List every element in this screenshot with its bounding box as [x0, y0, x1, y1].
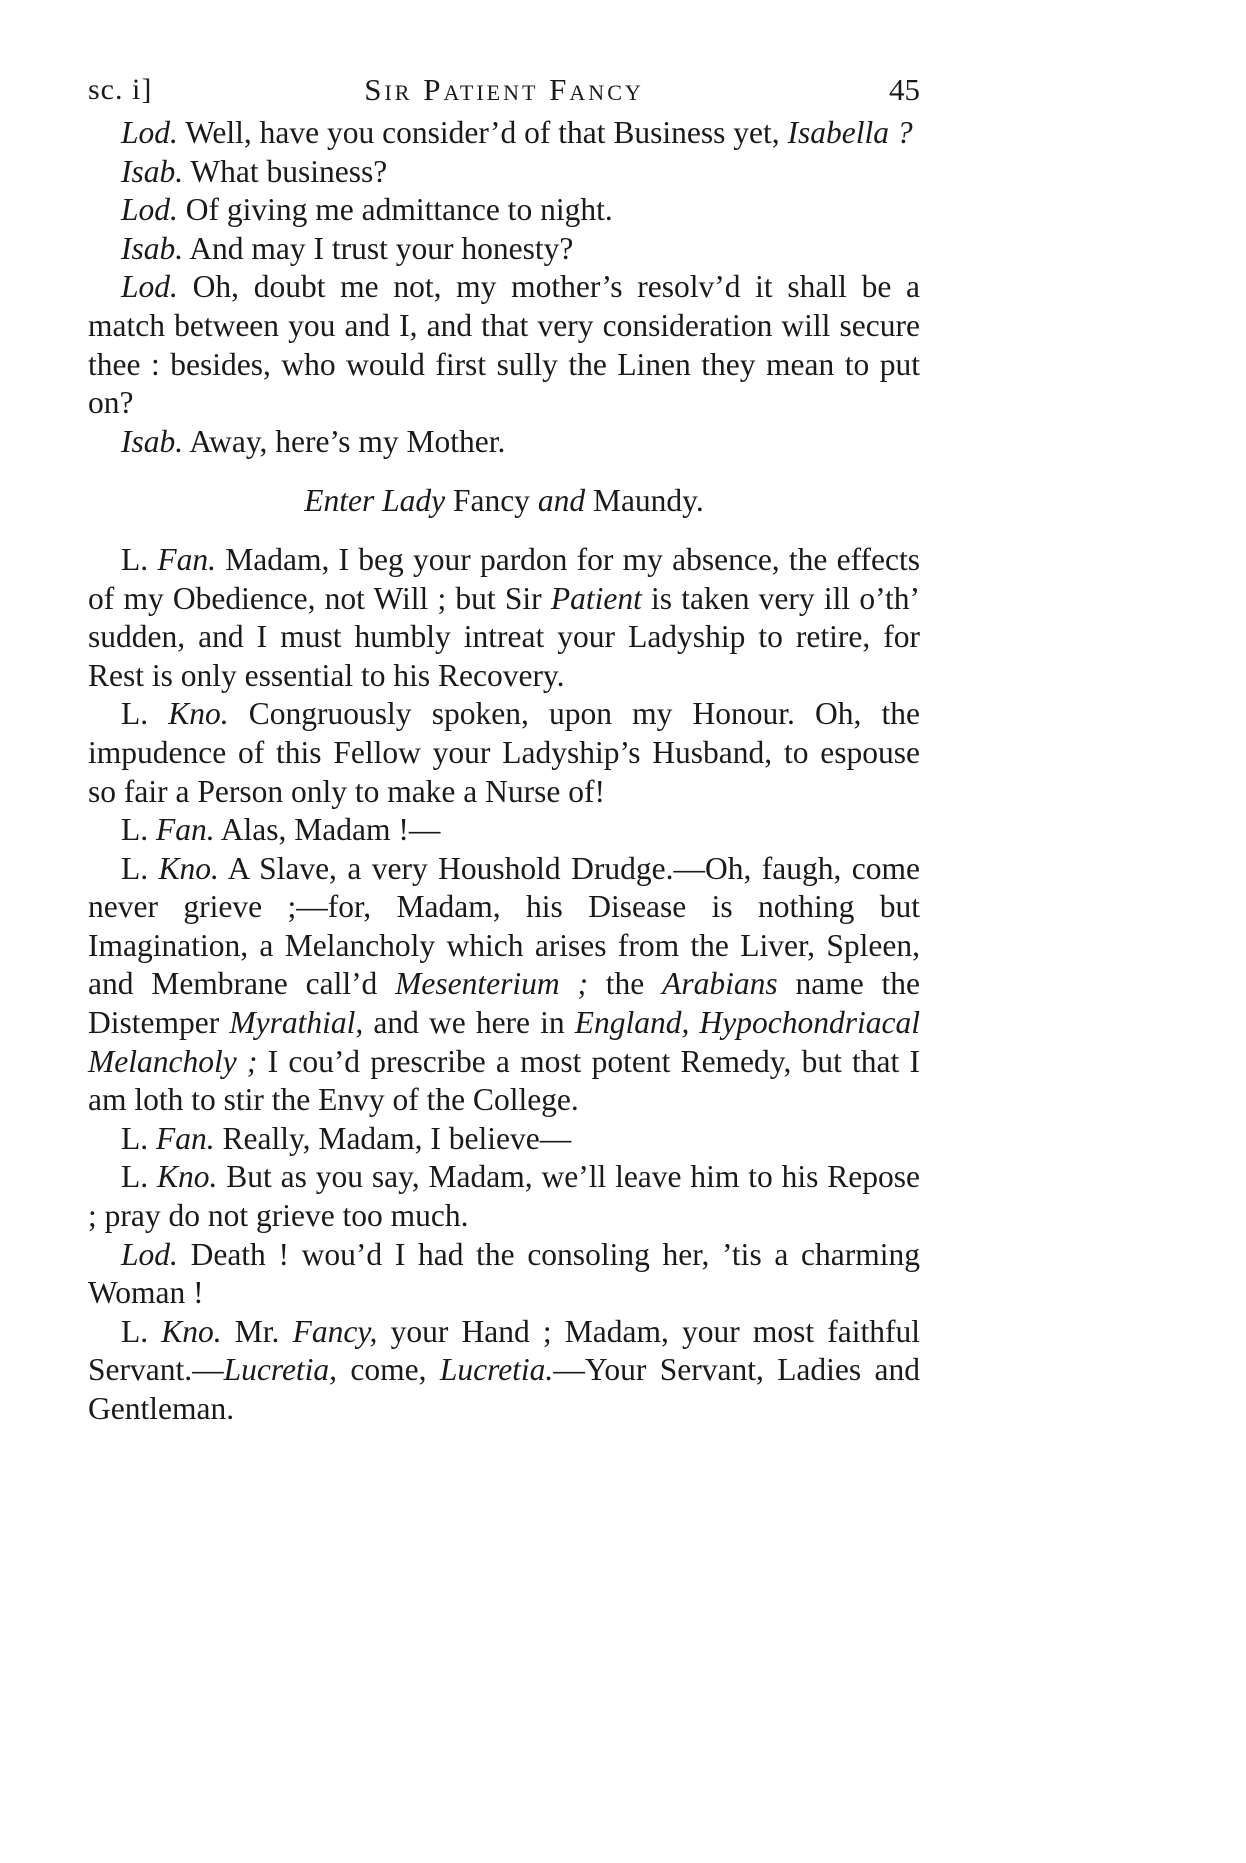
- speaker: Kno.: [168, 696, 229, 732]
- speech-text: And may I trust your honesty?: [183, 230, 574, 266]
- speech-text: Of giving me admittance to night.: [177, 192, 613, 228]
- speech-lodwick-4: [88, 1236, 920, 1313]
- speech-text: Madam, I beg your pardon for my absence, the effects of my Obedience, not Will ; but Sir: [88, 541, 920, 616]
- speech-isabella-2: [88, 230, 920, 269]
- speech-text: Oh, doubt me not, my mother’s resolv’d it shall be a match between you and I, and that very consideration will secure thee : besides, who would first sully the Linen they mean to put on?: [88, 269, 920, 421]
- speaker: Kno.: [161, 1313, 222, 1349]
- speaker-prefix: L.: [121, 850, 159, 886]
- stage-italic: and: [537, 483, 586, 519]
- speaker-prefix: L.: [121, 1120, 156, 1156]
- speaker-prefix: L.: [121, 1159, 157, 1195]
- speech-text: Mr.: [221, 1313, 293, 1349]
- speech-lady-fancy-3: [88, 1120, 920, 1159]
- italic-name: Isabella ?: [787, 115, 913, 150]
- speech-lady-fancy-2: [88, 811, 920, 850]
- stage-italic: Enter Lady: [304, 483, 446, 519]
- speech-text: Death ! wou’d I had the consoling her, ’tis a charming Woman !: [88, 1236, 920, 1311]
- italic-name: Lucretia,: [223, 1352, 338, 1388]
- speech-lodwick-1: [88, 114, 920, 153]
- page-number: 45: [889, 72, 920, 107]
- speech-text: —Your Servant, Ladies and Gentleman.: [88, 1352, 920, 1426]
- speech-lady-knowell-2: [88, 850, 920, 1120]
- speech-lodwick-2: [88, 191, 920, 230]
- speech-text: come,: [337, 1352, 440, 1388]
- italic-name: Patient: [550, 580, 642, 616]
- italic-name: Lucretia.: [439, 1352, 554, 1388]
- speech-lady-fancy-1: [88, 541, 920, 695]
- speech-isabella-3: [88, 423, 920, 462]
- speaker: Lod.: [121, 269, 178, 305]
- speech-text: the: [587, 966, 663, 1002]
- italic-term: Mesenterium ;: [395, 966, 588, 1002]
- speech-lady-knowell-4: [88, 1313, 920, 1429]
- speech-text: your Hand ; Madam, your most faithful Servant.—: [88, 1313, 920, 1388]
- speech-isabella-1: [88, 153, 920, 192]
- speech-text: is taken very ill o’th’ sudden, and I must humbly intreat your Ladyship to retire, for Rest is only essential to his Recovery.: [88, 580, 920, 693]
- speaker: Isab.: [121, 423, 184, 459]
- speaker-prefix: L.: [121, 812, 156, 848]
- speech-text: name the Distemper: [88, 966, 920, 1041]
- speech-lodwick-3: [88, 268, 920, 422]
- italic-name: Fancy,: [292, 1313, 378, 1349]
- play-text: [88, 114, 920, 1429]
- speaker: Fan.: [157, 541, 216, 577]
- speech-text: Really, Madam, I believe—: [214, 1120, 572, 1156]
- speech-text: But as you say, Madam, we’ll leave him to his Repose ; pray do not grieve too much.: [88, 1159, 920, 1234]
- section-marker: sc. i]: [88, 73, 153, 106]
- running-title: Sir Patient Fancy: [364, 72, 644, 107]
- speaker: Lod.: [121, 115, 178, 150]
- speaker-prefix: L.: [121, 541, 158, 577]
- speech-text: Congruously spoken, upon my Honour. Oh, the impudence of this Fellow your Ladyship’s Husband, to espouse so fair a Person only to make a Nurse of!: [88, 696, 920, 809]
- speech-text: Well, have you consider’d of that Business yet,: [177, 115, 788, 150]
- speaker: Isab.: [121, 230, 184, 266]
- speech-text: and we here in: [363, 1005, 575, 1041]
- speaker: Isab.: [121, 153, 184, 189]
- speaker: Fan.: [156, 812, 215, 848]
- speaker-prefix: L.: [121, 1313, 162, 1349]
- speech-text: A Slave, a very Houshold Drudge.—Oh, faugh, come never grieve ;—for, Madam, his Disease is nothing but Imagination, a Melancholy which arises from the Liver, Spleen, and Membrane call’d: [88, 850, 920, 1002]
- speech-text: Alas, Madam !—: [214, 812, 441, 848]
- speech-lady-knowell-3: [88, 1158, 920, 1235]
- stage-text: Fancy: [445, 483, 538, 519]
- stage-text: Maundy.: [585, 483, 704, 519]
- speaker: Fan.: [156, 1120, 215, 1156]
- speech-text: I cou’d prescribe a most potent Remedy, but that I am loth to stir the Envy of the College.: [88, 1043, 920, 1118]
- speaker: Kno.: [158, 850, 219, 886]
- speaker: Lod.: [121, 192, 178, 228]
- running-head: [88, 70, 920, 110]
- speaker: Lod.: [121, 1236, 178, 1272]
- speech-text: Away, here’s my Mother.: [183, 423, 506, 459]
- italic-term: Myrathial,: [229, 1005, 364, 1041]
- speech-lady-knowell-1: [88, 695, 920, 811]
- speaker: Kno.: [156, 1159, 218, 1195]
- speaker-prefix: L.: [121, 696, 169, 732]
- stage-direction: [88, 482, 920, 521]
- italic-term: Arabians: [662, 966, 778, 1002]
- speech-text: What business?: [183, 153, 388, 189]
- italic-term: England, Hypochondriacal Melancholy ;: [88, 1005, 920, 1079]
